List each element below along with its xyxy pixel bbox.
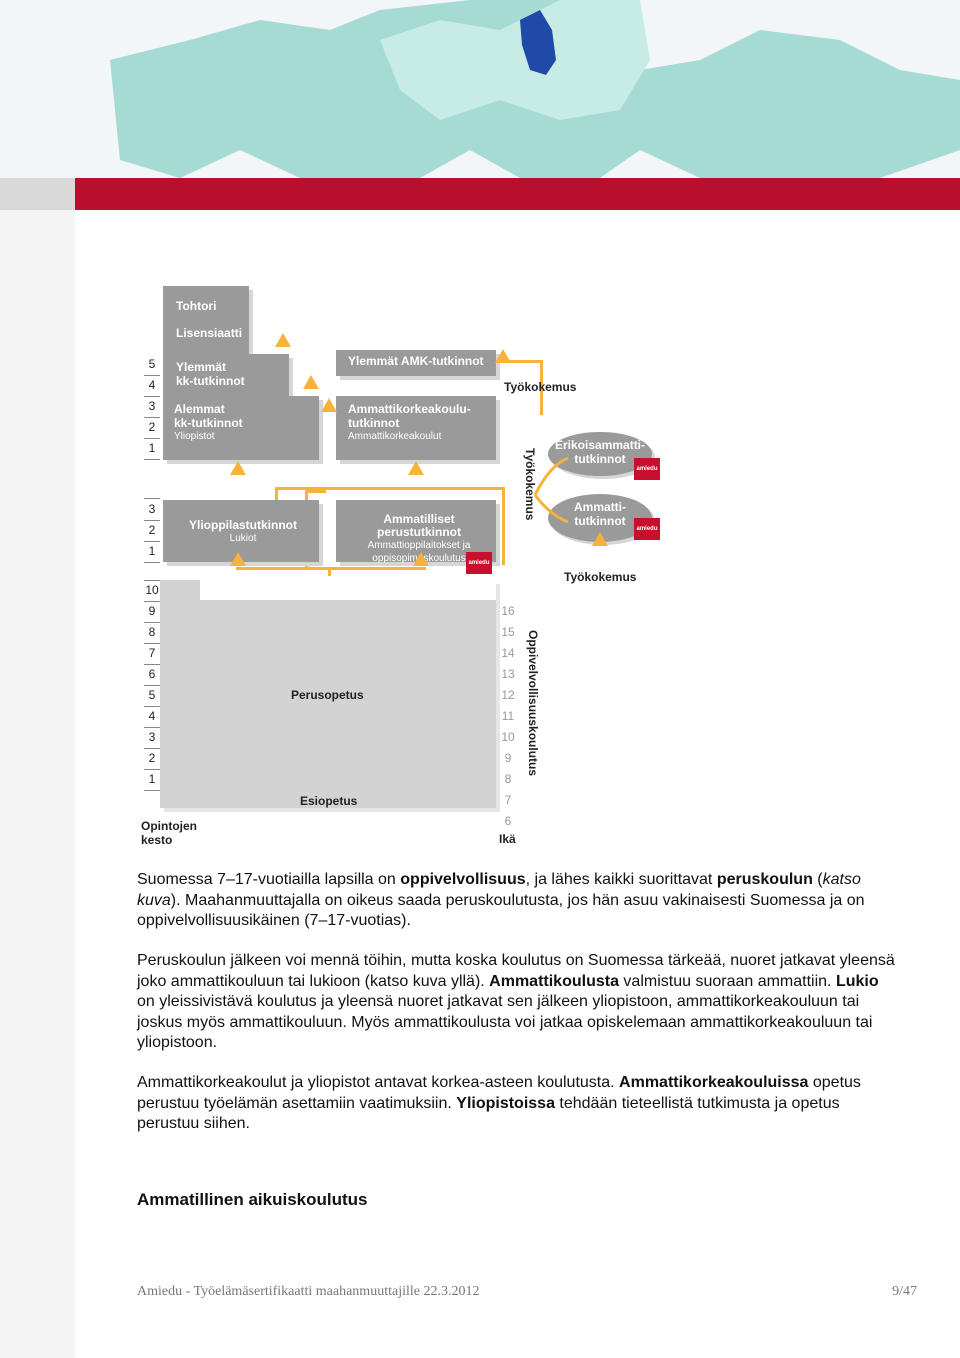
year-divider [144,664,160,665]
tyokokemus-bottom-label: Työkokemus [564,570,637,584]
amiedu-logo: amiedu [634,518,660,540]
oppivelvollisuus-label: Oppivelvollisuuskoulutus [526,630,540,777]
arrow-up-icon [303,375,319,389]
year-divider [144,498,160,499]
world-map-banner [0,0,960,178]
education-system-diagram [130,280,690,860]
tyokokemus-vertical-label: Työkokemus [523,448,537,521]
arrow-up-icon [275,333,291,347]
erikois-label: Erikoisammatti- tutkinnot [554,438,646,466]
year-divider [144,562,160,563]
perusopetus-label: Perusopetus [291,688,364,702]
tyokokemus-top-label: Työkokemus [504,380,577,394]
arrow-up-icon [408,461,424,475]
year-divider [144,769,160,770]
year-label: 7 [148,646,156,660]
branch-arrows [530,440,570,550]
lower-degree-block [163,396,319,460]
connector-line [500,360,540,363]
year-label: 10 [145,583,159,597]
ylemmat-amk-label: Ylemmät AMK-tutkinnot [348,354,484,368]
preschool-block [160,790,496,808]
year-label: 2 [148,523,156,537]
year-label: 1 [148,441,156,455]
year-divider [144,580,160,581]
year-label: 2 [148,420,156,434]
alemmat-label: Alemmat kk-tutkinnot Yliopistot [174,402,243,442]
age-label: 12 [501,688,515,702]
map-illustration [0,0,960,178]
year-label: 9 [148,604,156,618]
amk-block [336,396,496,460]
paragraph-3: Ammattikorkeakoulut ja yliopistot antavat korkea-asteen koulutusta. Ammattikorkeakouluissa opetus perustuu työelämän asettamiin vaatimuksiin. Yliopistoissa tehdään tieteellistä tutkimusta ja opetus perustuu siihen. [137,1074,861,1132]
arrow-up-icon [230,552,246,566]
esiopetus-label: Esiopetus [300,794,358,808]
arrow-right-icon [321,398,337,412]
basic-education-block [160,580,496,790]
paragraph-1: Suomessa 7–17-vuotiailla lapsilla on oppivelvollisuus, ja lähes kaikki suorittavat peruskoulun (katso kuva). Maahanmuuttajalla on oikeus saada peruskoulutusta, jos hän asuu vakinaisesti Suomessa ja on oppivelvollisuusikäinen (7–17-vuotias). [137,871,865,929]
connector-line [236,567,426,570]
year-divider [144,643,160,644]
ylemmat-label: Ylemmät kk-tutkinnot [176,360,245,388]
year-label: 5 [148,688,156,702]
year-divider [144,541,160,542]
page-number: 9/47 [892,1284,917,1299]
tohtori-label: Tohtori [176,299,217,313]
connector-line [308,490,326,493]
year-divider [144,727,160,728]
amiedu-logo: amiedu [634,458,660,480]
year-label: 3 [148,399,156,413]
year-label: 3 [148,730,156,744]
year-divider [144,601,160,602]
arrow-up-icon [230,461,246,475]
age-label: 13 [501,667,515,681]
age-label-title: Ikä [499,832,516,846]
lisensiaatti-label: Lisensiaatti [176,326,243,340]
footer-title: Työelämäsertifikaatti maahanmuuttajille 22.3.2012 [193,1284,480,1299]
arrow-up-icon [592,532,608,546]
age-label: 10 [501,730,515,744]
year-label: 2 [148,751,156,765]
year-label: 8 [148,625,156,639]
year-label: 6 [148,667,156,681]
left-margin [0,210,75,1358]
ammatti-label: Ammatti- tutkinnot [573,500,626,528]
age-label: 7 [504,793,512,807]
year-divider [144,520,160,521]
higher-amk-block [336,350,496,376]
age-label: 9 [504,751,512,765]
footer-brand: Amiedu [137,1284,183,1299]
year-label: 4 [148,709,156,723]
year-label: 5 [148,357,156,371]
year-divider [144,622,160,623]
year-divider [144,417,160,418]
age-label: 16 [501,604,515,618]
header-red-band [0,178,960,210]
age-label: 14 [501,646,515,660]
ylioppilas-label: Ylioppilastutkinnot Lukiot [189,518,297,544]
age-label: 11 [501,709,515,723]
year-label: 3 [148,502,156,516]
arrow-up-icon [413,552,429,566]
year-divider [144,790,160,791]
year-divider [144,748,160,749]
year-divider [144,375,160,376]
basic-education-notch [200,576,496,600]
ammatilliset-label: Ammatilliset perustutkinnot Ammattioppilaitokset ja oppisopimuskoulutus [367,512,471,564]
section-heading: Ammatillinen aikuiskoulutus [137,1190,368,1209]
age-label: 8 [504,772,512,786]
year-label: 4 [148,378,156,392]
age-label: 15 [501,625,515,639]
paragraph-2: Peruskoulun jälkeen voi mennä töihin, mutta koska koulutus on Suomessa tärkeää, nuoret jatkavat yleensä joko ammattikouluun tai lukioon (katso kuva yllä). Ammattikoulusta valmistuu suoraan ammattiin. Lukio on yleissivistävä koulutus ja yleensä nuoret jatkavat sen jälkeen yliopistoon, ammattikorkeakouluun tai joskus myös ammattikouluun. Myös ammattikoulusta voi jatkaa opiskelemaan ammattikorkeakouluun tai yliopistoon. [137,952,895,1051]
year-divider [144,706,160,707]
amk-label: Ammattikorkeakoulu- tutkinnot Ammattikorkeakoulut [348,402,471,442]
year-divider [144,396,160,397]
study-duration-label: Opintojen kesto [141,819,197,847]
age-label: 6 [504,814,512,828]
connector-line [502,490,505,565]
year-label: 1 [148,772,156,786]
amiedu-logo: amiedu [466,552,492,574]
year-divider [144,438,160,439]
year-divider [144,459,160,460]
page-footer: Amiedu - Työelämäsertifikaatti maahanmuuttajille 22.3.2012 9/47 [137,1284,917,1299]
year-divider [144,685,160,686]
year-label: 1 [148,544,156,558]
